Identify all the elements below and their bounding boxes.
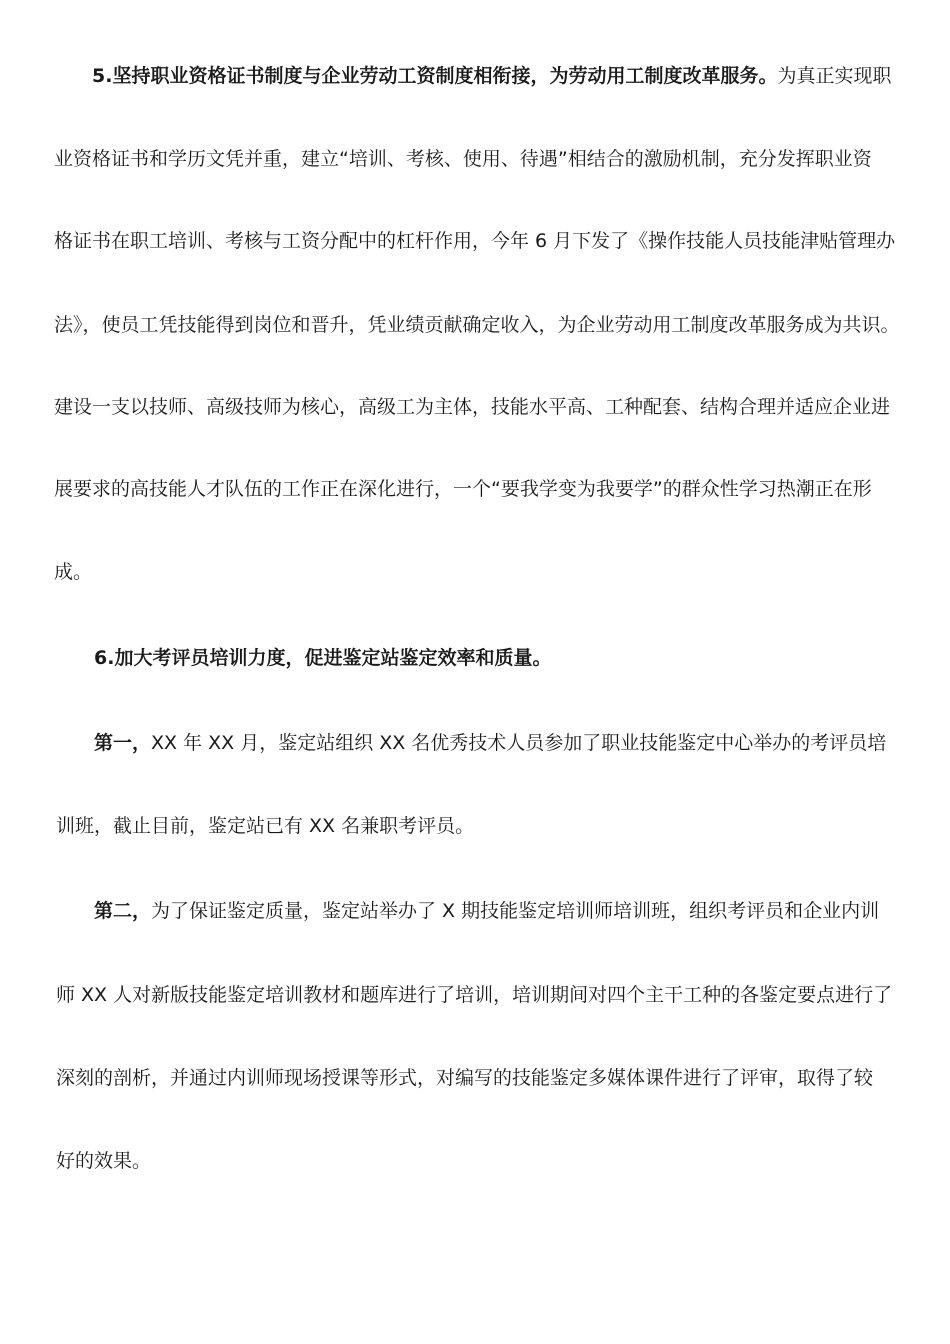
paragraph-5-line-3: 格证书在职工培训、考核与工资分配中的杠杆作用，今年 6 月下发了《操作技能人员技能津贴管理办 (54, 230, 896, 252)
first-point-line-1 (94, 731, 886, 755)
first-point-text: XX 年 XX 月，鉴定站组织 XX 名优秀技术人员参加了职业技能鉴定中心举办的考评员培 (151, 732, 887, 754)
paragraph-5-line-7: 成。 (54, 561, 93, 583)
paragraph-5-line-6: 展要求的高技能人才队伍的工作正在深化进行，一个“要我学变为我要学”的群众性学习热潮正在形 (54, 478, 872, 500)
second-point-text: 为了保证鉴定质量，鉴定站举办了 X 期技能鉴定培训师培训班，组织考评员和企业内训 (151, 900, 880, 922)
paragraph-6-heading: 6.加大考评员培训力度，促进鉴定站鉴定效率和质量。 (94, 647, 552, 669)
paragraph-5-line-1 (92, 64, 891, 88)
paragraph-5-line-2: 业资格证书和学历文凭并重，建立“培训、考核、使用、待遇”相结合的激励机制，充分发挥职业资 (54, 148, 872, 170)
first-point-lead: 第一， (94, 732, 152, 754)
paragraph-5-line-5: 建设一支以技师、高级技师为核心，高级工为主体，技能水平高、工种配套、结构合理并适应企业进 (54, 396, 891, 418)
second-point-line-3: 深刻的剖析，并通过内训师现场授课等形式，对编写的技能鉴定多媒体课件进行了评审，取得了较 (56, 1067, 874, 1089)
second-point-lead: 第二， (94, 900, 152, 922)
second-point-line-4: 好的效果。 (56, 1150, 152, 1172)
second-point-line-2: 师 XX 人对新版技能鉴定培训教材和题库进行了培训，培训期间对四个主干工种的各鉴定要点进行了 (56, 984, 893, 1006)
paragraph-5-text: 为真正实现职 (777, 65, 892, 87)
first-point-line-2: 训班，截止目前，鉴定站已有 XX 名兼职考评员。 (56, 815, 475, 837)
paragraph-5-heading: 5.坚持职业资格证书制度与企业劳动工资制度相衔接，为劳动用工制度改革服务。 (92, 65, 778, 87)
second-point-line-1 (94, 899, 879, 923)
paragraph-5-line-4: 法》，使员工凭技能得到岗位和晋升，凭业绩贡献确定收入，为企业劳动用工制度改革服务成为共识。 (54, 314, 900, 336)
